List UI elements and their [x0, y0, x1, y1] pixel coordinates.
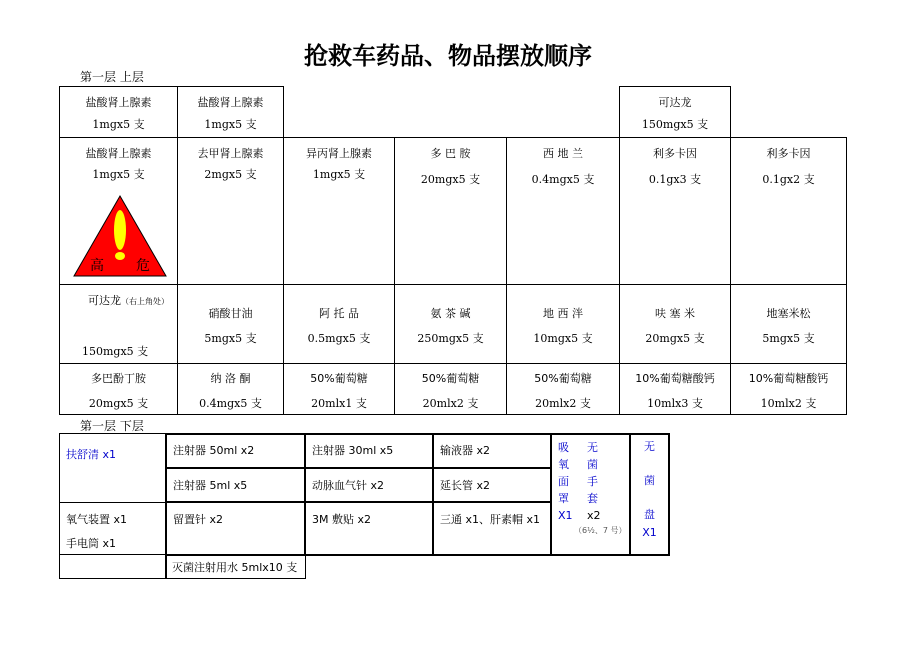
item-label: 氧气装置 x1 — [66, 513, 128, 526]
item-cell — [304, 433, 434, 469]
drug-cell — [59, 137, 178, 285]
drug-dose: 20mlx2 支 — [422, 397, 479, 410]
drug-cell — [730, 137, 847, 285]
drug-cell — [394, 284, 507, 364]
item-cell — [432, 467, 552, 503]
drug-dose: 150mgx5 支 — [82, 345, 149, 358]
drug-name: 50%葡萄糖 — [421, 372, 480, 385]
item-label: 输液器 x2 — [440, 444, 491, 457]
item-cell — [165, 554, 306, 579]
drug-cell — [619, 86, 731, 138]
drug-cell — [730, 284, 847, 364]
drug-cell — [506, 363, 620, 415]
drug-dose: 0.4mgx5 支 — [199, 397, 262, 410]
drug-name: 阿 托 品 — [319, 307, 359, 320]
drug-dose: 0.1gx3 支 — [648, 173, 702, 186]
tray-char: 无 — [644, 440, 655, 453]
drug-dose: 2mgx5 支 — [204, 168, 257, 181]
drug-dose: 250mgx5 支 — [417, 332, 484, 345]
drug-dose: 0.4mgx5 支 — [531, 173, 595, 186]
drug-name: 10%葡萄糖酸钙 — [635, 372, 715, 385]
drug-name: 盐酸肾上腺素 — [85, 96, 152, 109]
drug-dose: 10mlx2 支 — [760, 397, 817, 410]
item-label: 动脉血气针 x2 — [312, 479, 385, 492]
drug-cell — [177, 284, 284, 364]
drug-name: 硝酸甘油 — [208, 307, 253, 320]
drug-cell — [177, 86, 284, 138]
item-cell — [165, 467, 306, 503]
drug-dose: 1mgx5 支 — [92, 168, 145, 181]
drug-name-line — [88, 292, 169, 308]
item-cell — [165, 501, 306, 556]
drug-name: 利多卡因 — [766, 147, 811, 160]
item-cell — [59, 433, 167, 503]
item-label: 三通 x1、肝素帽 x1 — [440, 513, 541, 526]
drug-cell — [177, 137, 284, 285]
item-label: 扶舒清 x1 — [66, 448, 117, 461]
item-label: 注射器 5ml x5 — [173, 479, 248, 492]
drug-name: 氨 茶 碱 — [430, 307, 471, 320]
item-label: 灭菌注射用水 5mlx10 支 — [172, 561, 298, 574]
item-cell — [59, 502, 167, 555]
gloves-column — [587, 439, 601, 524]
tray-char: 盘 — [644, 508, 655, 521]
glove-size: （6½、7 号） — [574, 526, 627, 535]
item-label: 注射器 30ml x5 — [312, 444, 394, 457]
mask-char: 吸 — [558, 441, 569, 454]
drug-name: 西 地 兰 — [543, 147, 583, 160]
glove-char: 手 — [587, 475, 598, 488]
page-title: 抢救车药品、物品摆放顺序 — [304, 42, 592, 70]
drug-name: 异丙肾上腺素 — [306, 147, 372, 160]
lower-layer-label: 第一层 下层 — [80, 419, 144, 433]
drug-name: 纳 洛 酮 — [210, 372, 251, 385]
drug-cell — [730, 363, 847, 415]
glove-char: 无 — [587, 441, 598, 454]
drug-cell — [506, 284, 620, 364]
drug-dose: 1mgx5 支 — [92, 118, 145, 131]
warning-text-left: 高 — [90, 258, 104, 274]
mask-char: 氧 — [558, 458, 569, 471]
item-cell — [304, 501, 434, 556]
drug-dose: 5mgx5 支 — [204, 332, 257, 345]
drug-dose: 1mgx5 支 — [204, 118, 257, 131]
drug-name: 多巴酚丁胺 — [91, 372, 146, 385]
item-cell-empty — [59, 554, 167, 579]
drug-cell — [506, 137, 620, 285]
drug-dose: 0.1gx2 支 — [762, 173, 815, 186]
upper-layer-label: 第一层 上层 — [80, 70, 144, 84]
drug-name: 50%葡萄糖 — [534, 372, 592, 385]
item-label: 延长管 x2 — [440, 479, 491, 492]
drug-dose: 1mgx5 支 — [312, 168, 366, 181]
drug-name: 10%葡萄糖酸钙 — [748, 372, 829, 385]
drug-name: 去甲肾上腺素 — [197, 147, 264, 160]
glove-char: 套 — [587, 492, 598, 505]
drug-cell — [59, 284, 178, 364]
drug-name: 盐酸肾上腺素 — [85, 147, 152, 160]
drug-cell — [283, 137, 395, 285]
item-label: 留置针 x2 — [173, 513, 224, 526]
drug-name: 地 西 泮 — [543, 307, 583, 320]
drug-cell — [394, 363, 507, 415]
item-cell — [432, 501, 552, 556]
drug-name: 可达龙 — [658, 96, 692, 109]
drug-name: 地塞米松 — [766, 307, 811, 320]
drug-location-note: （右上角处） — [121, 297, 169, 306]
item-cell-mask-gloves — [550, 433, 631, 556]
item-label: 3M 敷贴 x2 — [312, 513, 371, 526]
oxygen-mask-column — [558, 439, 573, 524]
glove-char: 菌 — [587, 458, 598, 471]
item-cell — [304, 467, 434, 503]
drug-cell — [619, 284, 731, 364]
mask-char: 面 — [558, 475, 569, 488]
high-alert-warning-icon — [72, 194, 168, 278]
drug-cell — [394, 137, 507, 285]
item-cell-tray — [629, 433, 670, 556]
item-label: 手电筒 x1 — [66, 537, 117, 550]
drug-dose: 20mgx5 支 — [420, 173, 481, 186]
drug-dose: 10mlx3 支 — [647, 397, 703, 410]
drug-dose: 10mgx5 支 — [533, 332, 593, 345]
glove-char: x2 — [587, 509, 601, 522]
drug-dose: 150mgx5 支 — [641, 118, 709, 131]
drug-cell — [619, 363, 731, 415]
drug-cell — [283, 284, 395, 364]
item-cell — [432, 433, 552, 469]
item-cell — [165, 433, 306, 469]
drug-name: 利多卡因 — [653, 147, 697, 160]
drug-name: 可达龙 — [88, 294, 121, 307]
drug-dose: 20mlx1 支 — [311, 397, 367, 410]
tray-char: 菌 — [644, 474, 655, 487]
drug-dose: 5mgx5 支 — [762, 332, 815, 345]
drug-dose: 20mlx2 支 — [535, 397, 591, 410]
drug-name: 呋 塞 米 — [655, 307, 695, 320]
mask-char: X1 — [558, 509, 573, 522]
item-label: 注射器 50ml x2 — [173, 444, 255, 457]
tray-char: X1 — [642, 526, 657, 539]
drug-cell — [283, 363, 395, 415]
mask-char: 罩 — [558, 492, 569, 505]
drug-dose: 0.5mgx5 支 — [307, 332, 371, 345]
drug-name: 盐酸肾上腺素 — [197, 96, 264, 109]
drug-cell — [177, 363, 284, 415]
drug-name: 50%葡萄糖 — [310, 372, 368, 385]
drug-name: 多 巴 胺 — [430, 147, 471, 160]
warning-text-right: 危 — [136, 258, 150, 274]
drug-cell — [59, 363, 178, 415]
drug-cell — [59, 86, 178, 138]
drug-dose: 20mgx5 支 — [645, 332, 705, 345]
drug-cell — [619, 137, 731, 285]
drug-dose: 20mgx5 支 — [88, 397, 149, 410]
